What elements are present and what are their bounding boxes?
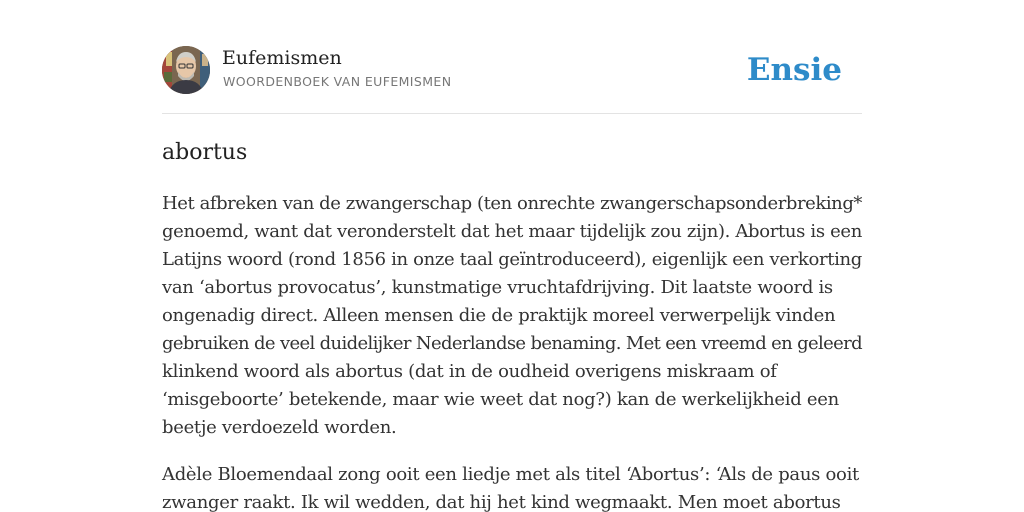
text-line: klinkend woord als abortus (dat in de oudheid overigens miskraam of (162, 361, 777, 382)
text-line: beetje verdoezeld worden. (162, 417, 397, 438)
text-line: zwanger raakt. Ik wil wedden, dat hij het kind wegmaakt. Men moet abortus (162, 492, 841, 512)
author-subtitle[interactable]: WOORDENBOEK VAN EUFEMISMEN (223, 74, 452, 89)
avatar[interactable] (162, 46, 210, 94)
text-line: ‘misgeboorte’ betekende, maar wie weet dat nog?) kan de werkelijkheid een (162, 389, 839, 410)
text-line: Adèle Bloemendaal zong ooit een liedje met als titel ‘Abortus’: ‘Als de paus ooit (162, 464, 859, 485)
brand-logo[interactable]: Ensie (746, 52, 842, 88)
entry-content (162, 190, 862, 512)
paragraph (162, 190, 862, 442)
text-line: gebruiken de veel duidelijker Nederlandse benaming. Met een vreemd en geleerd (162, 333, 862, 354)
text-line: genoemd, want dat veronderstelt dat het maar tijdelijk zou zijn). Abortus is een (162, 221, 862, 242)
text-line: van ‘abortus provocatus’, kunstmatige vruchtafdrijving. Dit laatste woord is (162, 277, 833, 298)
entry-title: abortus (162, 140, 248, 165)
header (162, 46, 862, 96)
text-line: ongenadig direct. Alleen mensen die de praktijk moreel verwerpelijk vinden (162, 305, 836, 326)
divider (162, 113, 862, 114)
paragraph (162, 461, 862, 512)
text-line: Latijns woord (rond 1856 in onze taal geïntroduceerd), eigenlijk een verkorting (162, 249, 862, 270)
author-name[interactable]: Eufemismen (222, 47, 342, 69)
person-avatar-icon (162, 46, 210, 94)
text-line: Het afbreken van de zwangerschap (ten onrechte zwangerschapsonderbreking* (162, 193, 862, 214)
